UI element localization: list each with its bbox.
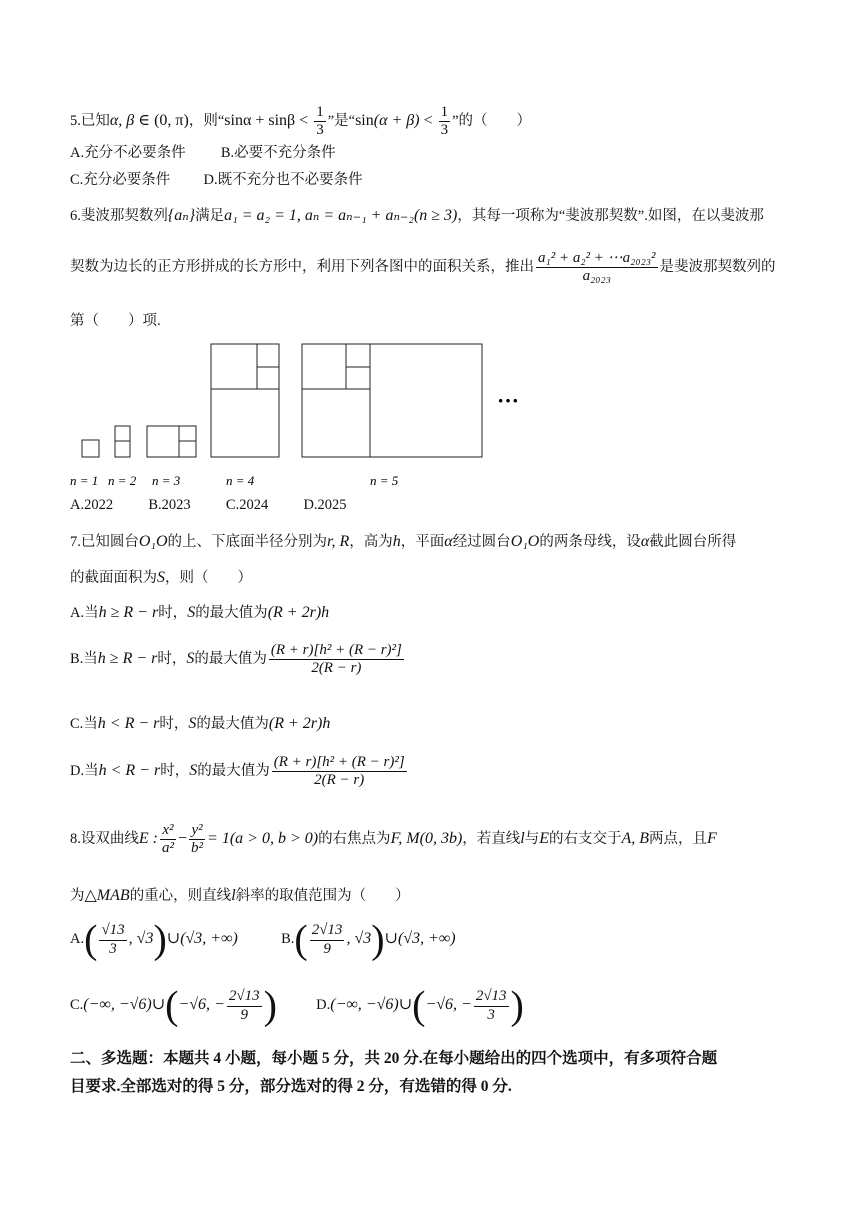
q6-option-a[interactable]: A.2022 bbox=[70, 497, 114, 513]
label-n4: n = 4 bbox=[226, 473, 255, 488]
q8-line-1: 8.设双曲线E : $\frac{\text{x²}}{\text{a²}}$ − $\frac{\text{y²}}{\text{b²}}$ = 1(a > 0, b > 0)的右焦点为F, M(0, 3b)，若直线l与E的右支交于A, B两点，且F bbox=[70, 822, 717, 857]
label-n2: n = 2 bbox=[108, 473, 137, 488]
q5-option-d[interactable]: D.既不充分也不必要条件 bbox=[203, 172, 363, 188]
q8-option-b[interactable]: B.( $\frac{2√13}{9}$ , √3)∪(√3, +∞) bbox=[281, 917, 456, 962]
n4-outer bbox=[211, 344, 279, 457]
q7-line-1: 7.已知圆台O₁O的上、下底面半径分别为r, R，高为h，平面α经过圆台O₁O的两条母线，设α截此圆台所得 bbox=[70, 533, 737, 550]
label-n5: n = 5 bbox=[370, 473, 399, 488]
q8-options-row-1 bbox=[70, 917, 456, 962]
section-2-heading-line-2: 目要求.全部选对的得 5 分，部分选对的得 2 分，有选错的得 0 分. bbox=[70, 1078, 512, 1095]
q7-d-fraction: $\frac{\text{(R + r)[h² + (R − r)²]}}{2(R - r)}$ bbox=[273, 754, 405, 789]
q7-option-d[interactable]: D.当h < R − r时，S的最大值为 $\frac{\text{(R + r)[h² + (R − r)²]}}{2(R - r)}$ bbox=[70, 754, 405, 789]
q6-option-d[interactable]: D.2025 bbox=[303, 497, 347, 513]
q5-fraction-2: $\frac{1}{3}$ bbox=[440, 104, 449, 139]
q8-option-d[interactable]: D.(−∞, −√6)∪(−√6, − $\frac{2√13}{3}$ ) bbox=[316, 983, 524, 1028]
q7-option-b[interactable]: B.当h ≥ R − r时，S的最大值为 $\frac{\text{(R + r)[h² + (R − r)²]}}{2(R - r)}$ bbox=[70, 642, 402, 677]
n2-square-top bbox=[115, 426, 130, 441]
q6-fraction: $\frac{\text{a₁² + a₂² + ⋯a₂₀₂₃²}}{\text{a₂₀₂₃}}$ bbox=[538, 250, 656, 285]
q5-option-c[interactable]: C.充分必要条件 bbox=[70, 172, 171, 188]
q6-option-c[interactable]: C.2024 bbox=[225, 497, 269, 513]
section-2-heading-line-1: 二、多选题：本题共 4 小题，每小题 5 分，共 20 分.在每小题给出的四个选项中，有多项符合题 bbox=[70, 1050, 718, 1067]
n2-square-bottom bbox=[115, 441, 130, 457]
label-n1: n = 1 bbox=[70, 473, 99, 488]
q6-options bbox=[70, 497, 347, 514]
q7-option-c[interactable]: C.当h < R − r时，S的最大值为(R + 2r)h bbox=[70, 715, 331, 732]
q8-line-2: 为△MAB的重心，则直线l斜率的取值范围为（ ） bbox=[70, 887, 410, 904]
n5-outer bbox=[302, 344, 482, 457]
n1-square bbox=[82, 440, 99, 457]
q5-fraction-1: $\frac{1}{3}$ bbox=[316, 104, 324, 139]
label-n3: n = 3 bbox=[152, 473, 181, 488]
q5-option-a[interactable]: A.充分不必要条件 bbox=[70, 145, 186, 161]
q7-option-a[interactable]: A.当h ≥ R − r时，S的最大值为(R + 2r)h bbox=[70, 604, 330, 621]
q6-line-3: 第（ ）项. bbox=[70, 313, 161, 329]
q8-options-row-2 bbox=[70, 983, 524, 1028]
q7-b-fraction: $\frac{\text{(R + r)[h² + (R − r)²]}}{2(R - r)}$ bbox=[270, 642, 402, 677]
q5-option-b[interactable]: B.必要不充分条件 bbox=[220, 145, 336, 161]
q8-option-a[interactable]: A.( $\frac{√13}{3}$ , √3)∪(√3, +∞) bbox=[70, 917, 238, 962]
ellipsis: ··· bbox=[497, 388, 520, 413]
fibonacci-squares-figure bbox=[0, 330, 860, 495]
q6-option-b[interactable]: B.2023 bbox=[148, 497, 191, 513]
q5-stem: 5.已知α, β ∈ (0, π)，则“sinα + sinβ < $\frac{1}{3}$ ”是“sin(α + β) < $\frac{1}{3}$ ”的（ ） bbox=[70, 104, 532, 139]
q7-line-2: 的截面面积为S，则（ ） bbox=[70, 569, 252, 586]
q5-options-row-2 bbox=[70, 172, 363, 189]
q6-line-2: 契数为边长的正方形拼成的长方形中，利用下列各图中的面积关系，推出 $\frac{\text{a₁² + a₂² + ⋯a₂₀₂₃²}}{\text{a₂₀₂₃}}$ 是斐波那契数列的 bbox=[70, 250, 776, 285]
q6-line-1: 6.斐波那契数列{aₙ}满足a₁ = a₂ = 1, aₙ = aₙ₋₁ + aₙ₋₂(n ≥ 3)，其每一项称为“斐波那契数”.如图，在以斐波那 bbox=[70, 207, 764, 224]
q8-option-c[interactable]: C.(−∞, −√6)∪(−√6, − $\frac{2√13}{9}$ ) bbox=[70, 983, 277, 1028]
q5-options-row-1 bbox=[70, 145, 336, 162]
